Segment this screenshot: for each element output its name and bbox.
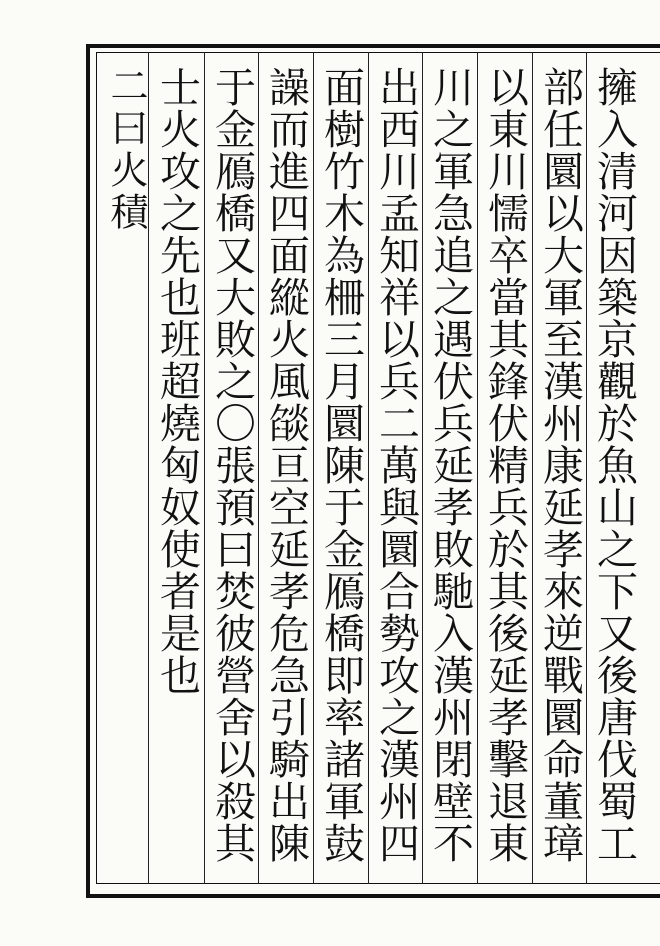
column-divider [422, 52, 423, 884]
column-divider [532, 52, 533, 884]
text-column-4: 川之軍急追之遇伏兵延孝敗馳入漢州閉壁不 [426, 66, 474, 864]
text-column-7: 譟而進四面縱火風燄亘空延孝危急引騎出陳 [262, 66, 310, 864]
section-heading: 二曰火積 [104, 66, 148, 234]
text-column-2: 部任圜以大軍至漢州康延孝來逆戰圜命董璋 [536, 66, 584, 864]
column-divider [204, 52, 205, 884]
text-column-5: 出西川孟知祥以兵二萬與圜合勢攻之漢州四 [372, 66, 420, 864]
text-column-8: 于金鴈橋又大敗之〇張預曰焚彼營舍以殺其 [208, 66, 256, 864]
text-column-3: 以東川懦卒當其鋒伏精兵於其後延孝擊退東 [481, 66, 529, 864]
text-column-9: 士火攻之先也班超燒匈奴使者是也 [153, 66, 201, 696]
column-divider [258, 52, 259, 884]
column-divider [477, 52, 478, 884]
text-column-6: 面樹竹木為柵三月圜陳于金鴈橋即率諸軍鼓 [317, 66, 365, 864]
text-column-1: 擁入清河因築京觀於魚山之下又後唐伐蜀工 [590, 66, 638, 864]
column-divider [313, 52, 314, 884]
column-divider [586, 52, 587, 884]
column-divider [368, 52, 369, 884]
